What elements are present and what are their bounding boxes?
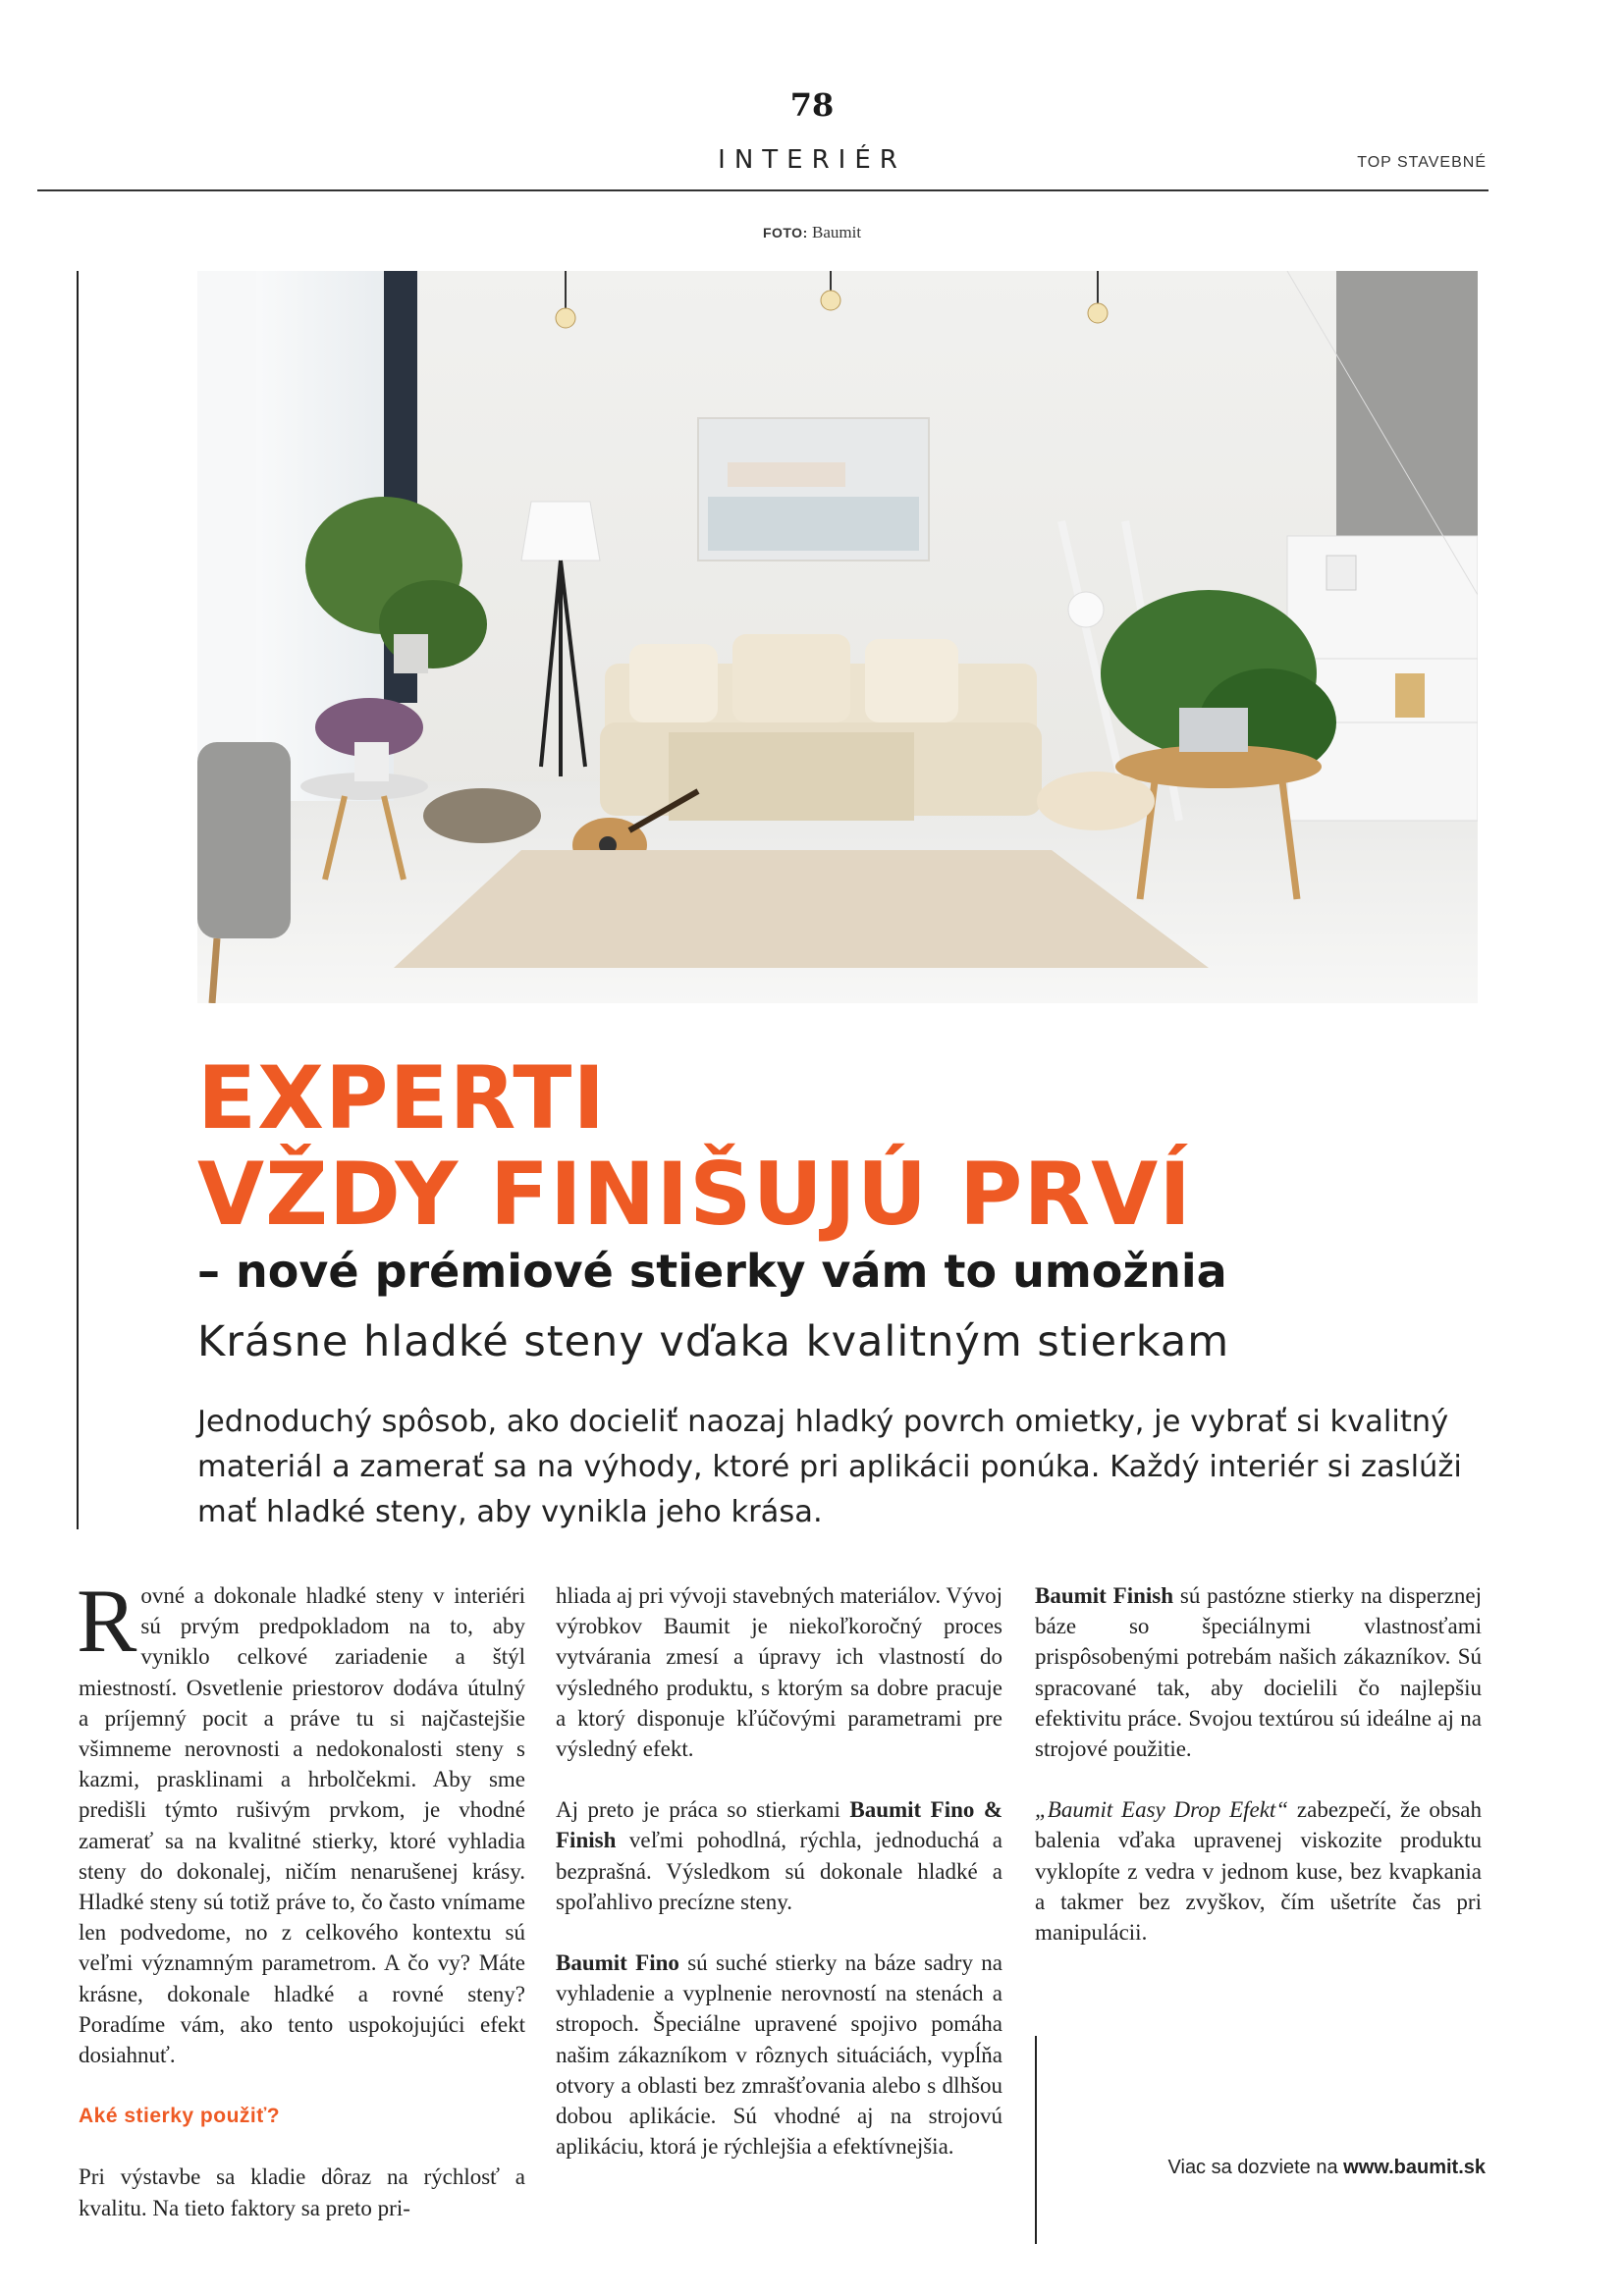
intro-paragraph — [77, 1571, 525, 2070]
left-vertical-rule — [77, 271, 79, 1529]
section-name: INTERIÉR — [718, 145, 906, 175]
article-column-2 — [556, 1580, 1002, 2192]
article-tagline: Krásne hladké steny vďaka kvalitným stierkam — [197, 1317, 1230, 1366]
drop-cap: R — [77, 1571, 137, 1671]
paragraph-text: Aj preto je práca so stierkami — [556, 1797, 850, 1823]
product-name: Baumit Fino & Finish — [556, 1797, 1003, 1853]
photo-credit-label: FOTO: — [762, 225, 808, 240]
website-link[interactable]: www.baumit.sk — [1343, 2157, 1486, 2178]
product-name: Baumit Finish — [1035, 1583, 1174, 1608]
hero-image — [197, 271, 1478, 1003]
paragraph — [556, 1948, 1002, 2162]
paragraph — [1035, 1794, 1482, 1948]
paragraph-text: sú suché stierky na báze sadry na vyhladenie a vyplnenie nerovností na stenách a stropoch. Špeciálne upravené spojivo pomáha našim zákazníkom v rôznych situáciách, vypĺňa otvory a oblasti bez zmrašťovania alebo s dlhšou dobou aplikácie. Sú vhodné aj na strojovú aplikáciu, ktorá je rýchlejšia a efektívnejšia. — [556, 1950, 1002, 2160]
article-subheadline: – nové prémiové stierky vám to umožnia — [197, 1245, 1227, 1298]
paragraph-text: sú pastózne stierky na disperznej báze so špeciálnymi vlastnosťami prispôsobenými potrebám našich zákazníkov. Sú spracované tak, aby docielili čo najlepšiu efektivitu práce. Svojou textúrou sú ideálne aj na strojové použitie. — [1035, 1583, 1482, 1762]
paragraph: Pri výstavbe sa kladie dôraz na rýchlosť a kvalitu. Na tieto faktory sa preto pri- — [79, 2164, 525, 2220]
headline-line-2: VŽDY FINIŠUJÚ PRVÍ — [197, 1144, 1192, 1245]
website-note — [1168, 2157, 1486, 2179]
article-lead: Jednoduchý spôsob, ako docieliť naozaj hladký povrch omietky, je vybrať si kvalitný materiál a zamerať sa na výhody, ktoré pri aplikácii ponúka. Každý interiér si zaslúži mať hladké steny, aby vynikla jeho krása. — [197, 1405, 1462, 1529]
magazine-name: TOP STAVEBNÉ — [1357, 154, 1487, 171]
paragraph: hliada aj pri vývoji stavebných materiálov. Vývoj výrobkov Baumit je niekoľkoročný proces vytvárania zmesí a úpravy ich vlastností do výsledného produktu, s ktorým sa dobre pracuje a ktorý disponuje kľúčovými parametrami pre výsledný efekt. — [556, 1583, 1002, 1762]
column-vertical-rule — [1035, 2036, 1037, 2244]
website-note-text: Viac sa dozviete na — [1167, 2157, 1344, 2178]
header-rule — [37, 189, 1489, 191]
article-headline — [197, 1047, 1192, 1245]
product-name: Baumit Fino — [556, 1950, 679, 1976]
photo-credit-source: Baumit — [811, 223, 862, 241]
section-subheading: Aké stierky použiť? — [79, 2105, 281, 2128]
paragraph — [556, 1794, 1002, 1917]
page-number: 78 — [789, 86, 835, 124]
living-room-photo — [197, 271, 1478, 1003]
paragraph-text: zabezpečí, že obsah balenia vďaka upravenej viskozite produktu vyklopíte z vedra v jednom kuse, bez kvapkania a takmer bez zvyškov, čím ušetríte čas pri manipulácii. — [1035, 1797, 1482, 1946]
paragraph-text: veľmi pohodlná, rýchla, jednoduchá a bezprašná. Výsledkom sú dokonale hladké a spoľahlivo precízne steny. — [556, 1828, 1002, 1914]
article-column-1 — [77, 1571, 525, 2254]
paragraph — [1035, 1580, 1482, 1764]
photo-credit — [0, 223, 1624, 242]
feature-name: „Baumit Easy Drop Efekt“ — [1035, 1797, 1289, 1823]
article-column-3 — [1035, 1580, 1482, 1978]
headline-line-1: EXPERTI — [197, 1047, 607, 1148]
intro-text: ovné a dokonale hladké steny v interiéri sú prvým predpokladom na to, aby vyniklo celkové zariadenie a štýl miestností. Osvetlenie priestorov dodáva útulný a príjemný pocit a práve tu si najčastejšie všimneme nerovnosti a nedokonalosti steny s kazmi, prasklinami a hrbolčekmi. Aby sme predišli týmto rušivým prvkom, je vhodné zamerať sa na kvalitné stierky, ktoré vyhladia steny do dokonalej, ničím nenarušenej krásy. Hladké steny sú totiž práve to, čo často vnímame len podvedome, no z celkového kontextu sú veľmi významným parametrom. A čo vy? Máte krásne, dokonale hladké a rovné steny? Poradíme vám, ako tento uspokojujúci efekt dosiahnuť. — [79, 1583, 525, 2068]
